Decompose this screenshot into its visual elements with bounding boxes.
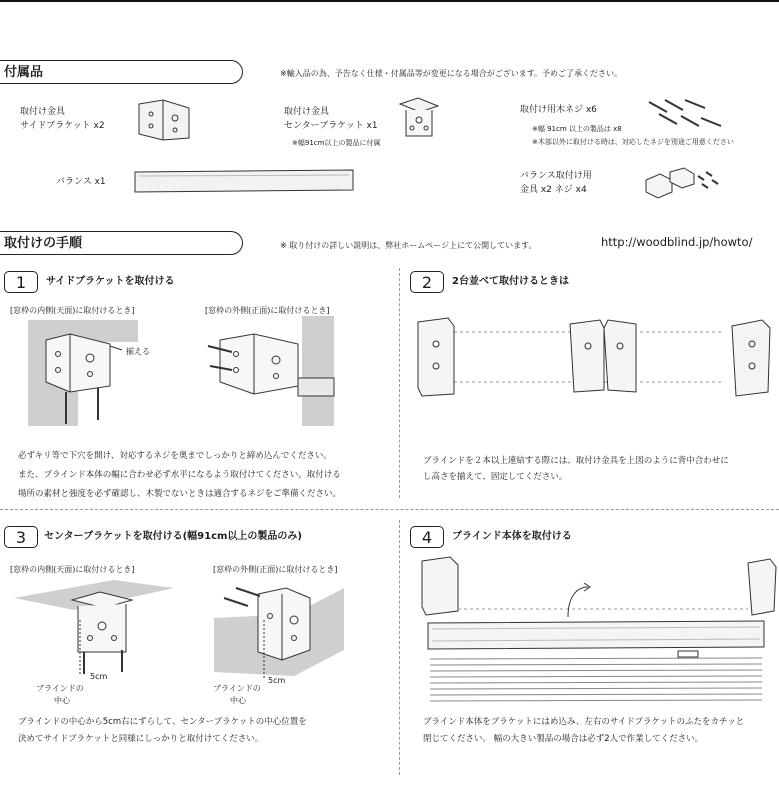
step-3-title: センターブラケットを取付ける(幅91cm以上の製品のみ) (44, 531, 303, 542)
side-bracket-label-2: サイドブラケット x2 (20, 121, 105, 131)
step-1-text-2: また、ブラインド本体の幅に合わせ必ず水平になるよう取付けてください。取付ける (18, 470, 341, 480)
howto-link[interactable]: http://woodblind.jp/howto/ (601, 235, 753, 249)
center-bracket-note: ※幅91cm以上の製品に付属 (292, 139, 381, 147)
step-1-callout: 揃える (126, 347, 150, 356)
valance-label: バランス x1 (56, 177, 106, 187)
valance-fittings-label-2: 金具 x2 ネジ x4 (520, 185, 587, 195)
step-4-title: ブラインド本体を取付ける (452, 531, 572, 542)
step-2-title: 2台並べて取付けるときは (452, 276, 569, 287)
wood-screws-illustration (645, 96, 727, 132)
wood-screws-note-1: ※幅 91cm 以上の製品は x8 (532, 125, 622, 133)
step-3-text-2: 決めてサイドブラケットと同様にしっかりと取付けてください。 (18, 734, 264, 744)
valance-fittings-label-1: バランス取付け用 (520, 171, 592, 181)
step-4-text-2: 閉じてください。 幅の大きい製品の場合は必ず2人で作業してください。 (423, 734, 704, 744)
center-bracket-label-1: 取付け金具 (284, 107, 330, 117)
step-2-number: 2 (410, 271, 444, 293)
step-1-sub-right: [窓枠の外側(正面)に取付けるとき] (205, 306, 330, 315)
step-1-text-3: 場所の素材と強度を必ず確認し、木製でないときは適合するネジをご準備ください。 (18, 489, 342, 499)
step-3-number: 3 (4, 526, 38, 548)
divider-horizontal (0, 509, 779, 510)
step-1-sub-left: [窓枠の内側(天面)に取付けるとき] (10, 306, 135, 315)
valance-illustration (133, 168, 355, 194)
step-3-center-label-right-2: 中心 (230, 696, 246, 705)
step-3-center-label-right-1: ブラインドの (213, 684, 261, 693)
step-1-text-1: 必ずキリ等で下穴を開け、対応するネジを奥までしっかりと締め込んでください。 (18, 451, 332, 461)
side-bracket-illustration (133, 98, 193, 142)
side-bracket-label-1: 取付け金具 (20, 107, 66, 117)
step-3-dim-left: 5cm (90, 672, 108, 681)
parts-section-header (0, 60, 243, 84)
step-2-text-2: し高さを揃えて、固定してください。 (423, 472, 568, 482)
step-2-text-1: ブラインドを２本以上連結する際には、取付け金具を上図のように背中合わせに (423, 456, 729, 466)
step-1-title: サイドブラケットを取付ける (46, 276, 175, 287)
step-3-outer-mount-illustration (214, 580, 344, 680)
steps-section-title: 取付けの手順 (4, 236, 83, 251)
parts-notice: ※輸入品の為、予告なく仕様・付属品等が変更になる場合がございます。予めご了承ください。 (280, 69, 623, 78)
step-4-illustration (418, 555, 776, 710)
divider-vertical-top (399, 268, 400, 498)
top-border (0, 0, 779, 2)
step-3-center-label-left-1: ブラインドの (36, 684, 84, 693)
step-3-text-1: ブラインドの中心から5cm右にずらして、センターブラケットの中心位置を (18, 717, 307, 727)
wood-screws-label: 取付け用木ネジ x6 (520, 105, 597, 115)
step-2-illustration (414, 316, 772, 400)
step-3-center-label-left-2: 中心 (54, 696, 70, 705)
wood-screws-note-2: ※木部以外に取付ける時は、対応したネジを別途ご用意ください (532, 138, 734, 146)
step-4-text-1: ブラインド本体をブラケットにはめ込み、左右のサイドブラケットのふたをカチッと (423, 717, 745, 727)
divider-vertical-bottom (399, 520, 400, 775)
step-3-dim-right: 5cm (268, 676, 286, 685)
center-bracket-label-2: センターブラケット x1 (284, 121, 378, 131)
step-4-number: 4 (410, 526, 444, 548)
step-3-sub-right: [窓枠の外側(正面)に取付けるとき] (213, 565, 338, 574)
step-1-inner-mount-illustration (18, 316, 148, 436)
step-1-number: 1 (4, 271, 38, 293)
valance-fittings-illustration (642, 166, 722, 200)
steps-notice: ※ 取り付けの詳しい説明は、弊社ホームページ上にて公開しています。 (280, 241, 537, 250)
parts-section-title: 付属品 (4, 65, 44, 80)
steps-section-header (0, 231, 243, 255)
step-3-sub-left: [窓枠の内側(天面)に取付けるとき] (10, 565, 135, 574)
center-bracket-illustration (398, 96, 440, 140)
step-3-inner-mount-illustration (14, 578, 174, 678)
step-1-outer-mount-illustration (208, 316, 338, 426)
